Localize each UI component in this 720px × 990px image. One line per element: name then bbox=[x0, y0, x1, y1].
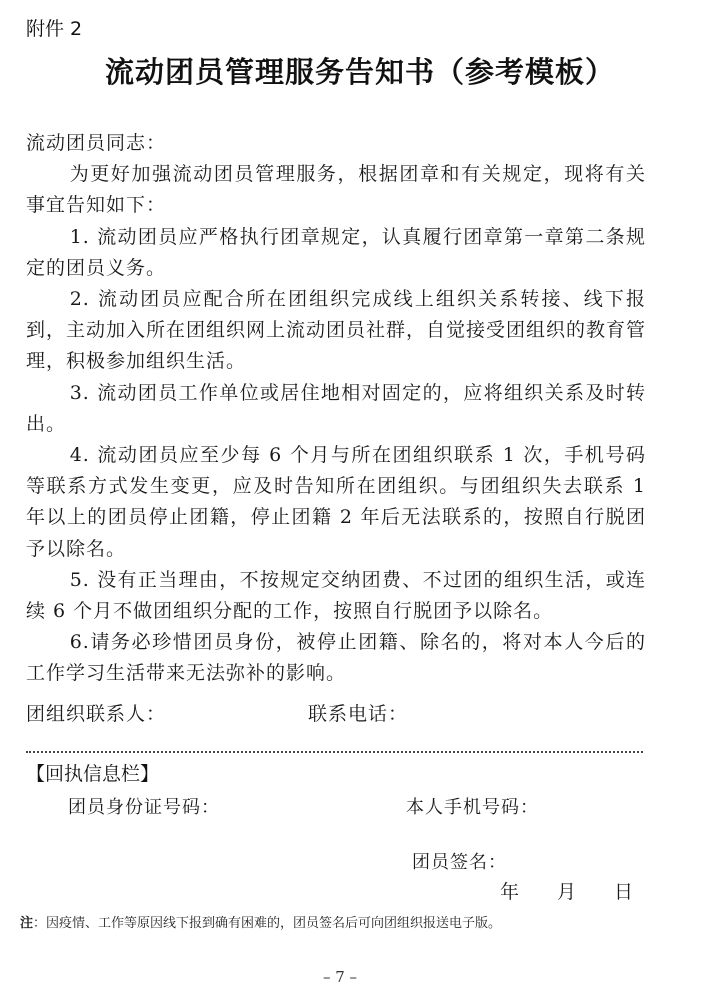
item-6-paragraph: 6.请务必珍惜团员身份，被停止团籍、除名的，将对本人今后的工作学习生活带来无法弥补的影响。 bbox=[26, 631, 646, 685]
date-month-label: 月 bbox=[557, 881, 577, 903]
item-2-paragraph: 2. 流动团员应配合所在团组织完成线上组织关系转接、线下报到，主动加入所在团组织网上流动团员社群，自觉接受团组织的教育管理，积极参加组织生活。 bbox=[26, 288, 647, 373]
item-4-paragraph: 4. 流动团员应至少每 6 个月与所在团组织联系 1 次，手机号码等联系方式发生变更，应及时告知所在团组织。与团组织失去联系 1 年以上的团员停止团籍，停止团籍 2 年后无法联系的，按照自行脱团予以除名。 bbox=[26, 444, 646, 560]
org-contact-field: 团组织联系人： bbox=[26, 703, 167, 725]
salutation: 流动团员同志： bbox=[26, 132, 167, 154]
footnote-label: 注 bbox=[20, 916, 34, 931]
item-5-paragraph: 5. 没有正当理由，不按规定交纳团费、不过团的组织生活，或连续 6 个月不做团组织分配的工作，按照自行脱团予以除名。 bbox=[26, 568, 646, 623]
item-3-paragraph: 3. 流动团员工作单位或居住地相对固定的，应将组织关系及时转出。 bbox=[26, 381, 646, 435]
signature-field: 团员签名： bbox=[412, 852, 507, 873]
phone-field: 联系电话： bbox=[308, 703, 409, 725]
intro-paragraph: 为更好加强流动团员管理服务，根据团章和有关规定，现将有关事宜告知如下： bbox=[26, 163, 646, 217]
attachment-label: 附件 2 bbox=[26, 18, 83, 40]
date-day-label: 日 bbox=[614, 881, 634, 903]
date-row bbox=[500, 878, 633, 906]
page-number: – 7 – bbox=[322, 968, 358, 986]
id-number-field: 团员身份证号码： bbox=[68, 797, 220, 818]
dotted-divider bbox=[26, 751, 643, 753]
notice-body bbox=[26, 128, 646, 690]
date-year-label: 年 bbox=[500, 881, 520, 903]
receipt-section-title: 【回执信息栏】 bbox=[26, 763, 160, 785]
item-1-paragraph: 1. 流动团员应严格执行团章规定，认真履行团章第一章第二条规定的团员义务。 bbox=[26, 225, 646, 279]
footnote bbox=[20, 913, 501, 935]
footnote-text: ：因疫情、工作等原因线下报到确有困难的，团员签名后可向团组织报送电子版。 bbox=[33, 916, 502, 931]
document-title: 流动团员管理服务告知书（参考模板） bbox=[104, 55, 615, 89]
mobile-number-field: 本人手机号码： bbox=[406, 797, 539, 818]
